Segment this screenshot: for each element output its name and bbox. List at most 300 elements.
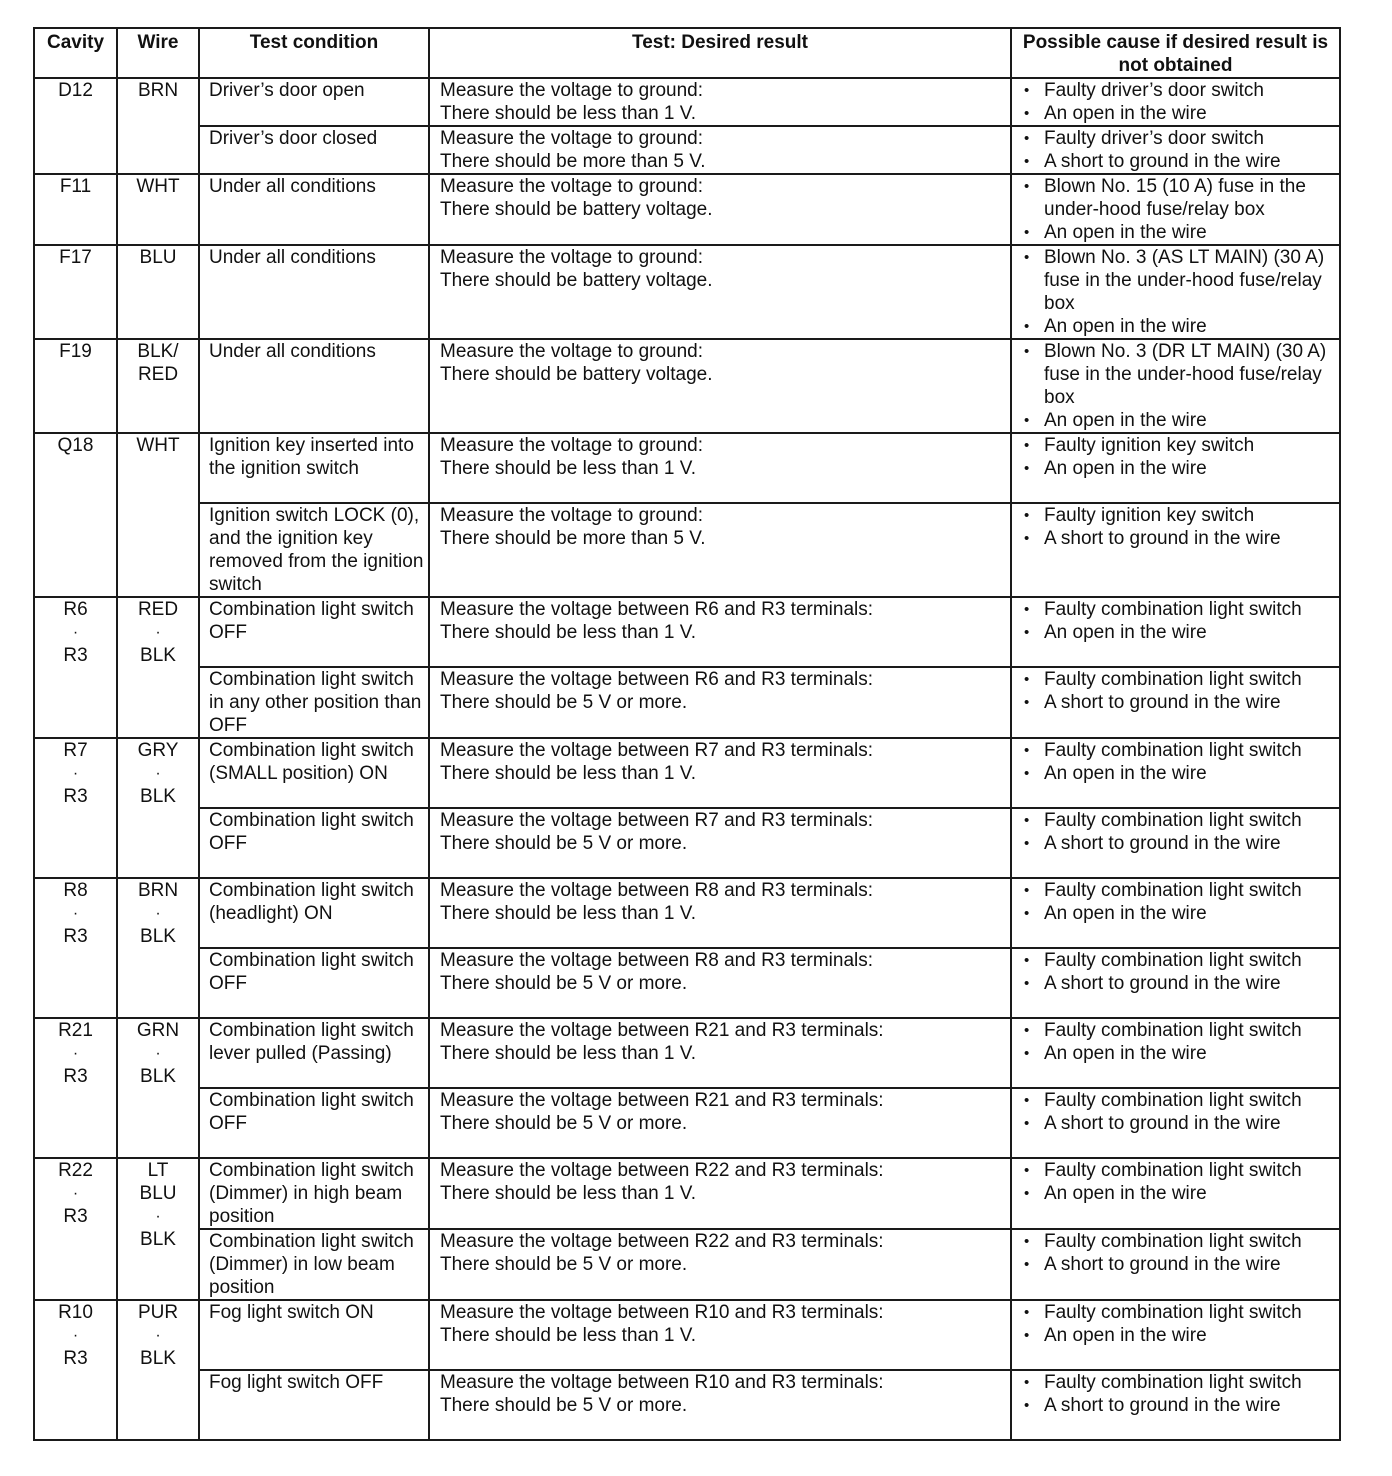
- condition-cell: [199, 1158, 429, 1229]
- possible-cause-cell: [1011, 1370, 1340, 1440]
- possible-cause-cell: [1011, 433, 1340, 503]
- cavity-cell: [34, 1300, 117, 1440]
- bullet-icon: •: [1024, 1256, 1030, 1273]
- cause-text: Faulty combination light switch: [1044, 740, 1302, 761]
- separator-dot: ·: [72, 905, 79, 922]
- wire-label: BLK: [140, 926, 176, 947]
- test-instruction: Measure the voltage between R22 and R3 terminals:: [440, 1160, 884, 1181]
- test-instruction: Measure the voltage to ground:: [440, 505, 704, 526]
- desired-result: There should be battery voltage.: [440, 199, 713, 220]
- possible-cause-cell: [1011, 1088, 1340, 1158]
- cause-item: [1022, 598, 1337, 621]
- cause-item: [1022, 527, 1337, 550]
- cavity-cell: [34, 1018, 117, 1158]
- test-instruction: Measure the voltage to ground:: [440, 247, 704, 268]
- header-wire: Wire: [117, 28, 199, 78]
- test-instruction: Measure the voltage between R7 and R3 terminals:: [440, 740, 874, 761]
- cause-text: Blown No. 3 (AS LT MAIN) (30 A) fuse in the under-hood fuse/relay box: [1044, 247, 1325, 314]
- bullet-icon: •: [1024, 1185, 1030, 1202]
- condition-cell: [199, 808, 429, 878]
- table-row: [34, 597, 1340, 667]
- cause-item: [1022, 175, 1337, 221]
- possible-cause-cell: [1011, 1018, 1340, 1088]
- test-condition: Ignition key inserted into the ignition switch: [209, 435, 414, 479]
- possible-cause-cell: [1011, 597, 1340, 667]
- cause-item: [1022, 1159, 1337, 1182]
- cause-text: An open in the wire: [1044, 103, 1207, 124]
- possible-cause-cell: [1011, 245, 1340, 339]
- cause-text: An open in the wire: [1044, 458, 1207, 479]
- cavity-label: D12: [58, 80, 93, 101]
- cause-text: A short to ground in the wire: [1044, 1254, 1281, 1275]
- cause-text: A short to ground in the wire: [1044, 973, 1281, 994]
- bullet-icon: •: [1024, 1092, 1030, 1109]
- cavity-label: R21: [58, 1020, 93, 1041]
- header-possible-cause: Possible cause if desired result is not obtained: [1011, 28, 1340, 78]
- bullet-icon: •: [1024, 1022, 1030, 1039]
- cause-list: [1022, 79, 1337, 125]
- table-row: [34, 1300, 1340, 1370]
- desired-result: There should be less than 1 V.: [440, 622, 696, 643]
- cause-text: Faulty combination light switch: [1044, 599, 1302, 620]
- desired-result-cell: [429, 245, 1011, 339]
- table-body: [34, 78, 1340, 1440]
- desired-result-cell: [429, 126, 1011, 174]
- wire-label: WHT: [136, 176, 180, 197]
- cause-item: [1022, 1112, 1337, 1135]
- cause-item: [1022, 1182, 1337, 1205]
- test-condition: Fog light switch OFF: [209, 1372, 384, 1393]
- desired-result-cell: [429, 738, 1011, 808]
- cause-text: Faulty combination light switch: [1044, 669, 1302, 690]
- table-row: [34, 433, 1340, 503]
- wire-label: BLK: [140, 1348, 176, 1369]
- desired-result: There should be 5 V or more.: [440, 973, 688, 994]
- desired-result: There should be 5 V or more.: [440, 1113, 688, 1134]
- test-condition: Under all conditions: [209, 176, 376, 197]
- cause-text: Faulty combination light switch: [1044, 1160, 1302, 1181]
- desired-result: There should be more than 5 V.: [440, 528, 706, 549]
- cause-text: An open in the wire: [1044, 222, 1207, 243]
- wire-label: BLK: [140, 645, 176, 666]
- test-instruction: Measure the voltage between R10 and R3 terminals:: [440, 1372, 884, 1393]
- condition-cell: [199, 738, 429, 808]
- cause-list: [1022, 1089, 1337, 1135]
- cause-item: [1022, 762, 1337, 785]
- test-condition: Combination light switch lever pulled (Passing): [209, 1020, 414, 1064]
- condition-cell: [199, 78, 429, 126]
- table-row: [34, 78, 1340, 126]
- bullet-icon: •: [1024, 835, 1030, 852]
- table-row: [34, 126, 1340, 174]
- table-row: [34, 245, 1340, 339]
- desired-result: There should be 5 V or more.: [440, 1395, 688, 1416]
- cause-item: [1022, 1394, 1337, 1417]
- wire-cell: [117, 1300, 199, 1440]
- cause-item: [1022, 315, 1337, 338]
- cause-list: [1022, 175, 1337, 244]
- wire-cell: [117, 597, 199, 738]
- cause-text: An open in the wire: [1044, 1325, 1207, 1346]
- test-instruction: Measure the voltage to ground:: [440, 128, 704, 149]
- header-row: [34, 28, 1340, 78]
- condition-cell: [199, 878, 429, 948]
- separator-dot: ·: [72, 1045, 79, 1062]
- desired-result: There should be 5 V or more.: [440, 692, 688, 713]
- cause-item: [1022, 457, 1337, 480]
- cavity-label: R3: [63, 1206, 88, 1227]
- wire-cell: [117, 878, 199, 1018]
- bullet-icon: •: [1024, 153, 1030, 170]
- wire-label: BLK: [140, 786, 176, 807]
- cause-item: [1022, 1371, 1337, 1394]
- possible-cause-cell: [1011, 174, 1340, 245]
- wire-cell: [117, 433, 199, 597]
- possible-cause-cell: [1011, 126, 1340, 174]
- table-row: [34, 1088, 1340, 1158]
- desired-result: There should be battery voltage.: [440, 364, 713, 385]
- condition-cell: [199, 948, 429, 1018]
- wire-label: BRN: [137, 80, 179, 101]
- wire-label: BRN: [137, 880, 179, 901]
- test-condition: Combination light switch in any other position than OFF: [209, 669, 422, 736]
- cause-text: A short to ground in the wire: [1044, 1395, 1281, 1416]
- cause-item: [1022, 1089, 1337, 1112]
- cause-text: A short to ground in the wire: [1044, 833, 1281, 854]
- cavity-label: F19: [59, 341, 92, 362]
- cavity-cell: [34, 433, 117, 597]
- bullet-icon: •: [1024, 671, 1030, 688]
- separator-dot: ·: [72, 1185, 79, 1202]
- possible-cause-cell: [1011, 738, 1340, 808]
- desired-result: There should be less than 1 V.: [440, 763, 696, 784]
- condition-cell: [199, 597, 429, 667]
- cause-list: [1022, 1159, 1337, 1205]
- cause-text: Blown No. 3 (DR LT MAIN) (30 A) fuse in the under-hood fuse/relay box: [1044, 341, 1327, 408]
- condition-cell: [199, 1088, 429, 1158]
- bullet-icon: •: [1024, 460, 1030, 477]
- cause-text: Blown No. 15 (10 A) fuse in the under-hood fuse/relay box: [1044, 176, 1306, 220]
- possible-cause-cell: [1011, 1229, 1340, 1300]
- cause-text: Faulty combination light switch: [1044, 1090, 1302, 1111]
- wire-label: RED: [137, 599, 179, 620]
- test-condition: Combination light switch OFF: [209, 599, 414, 643]
- test-instruction: Measure the voltage between R6 and R3 terminals:: [440, 599, 874, 620]
- bullet-icon: •: [1024, 601, 1030, 618]
- test-condition: Combination light switch OFF: [209, 950, 414, 994]
- separator-dot: ·: [155, 1045, 161, 1062]
- test-instruction: Measure the voltage to ground:: [440, 435, 704, 456]
- cause-item: [1022, 340, 1337, 409]
- desired-result: There should be more than 5 V.: [440, 151, 706, 172]
- test-condition: Combination light switch OFF: [209, 810, 414, 854]
- cause-item: [1022, 902, 1337, 925]
- wire-cell: [117, 339, 199, 433]
- cause-list: [1022, 1019, 1337, 1065]
- table-row: [34, 1370, 1340, 1440]
- cause-item: [1022, 102, 1337, 125]
- table-row: [34, 339, 1340, 433]
- test-instruction: Measure the voltage to ground:: [440, 176, 704, 197]
- bullet-icon: •: [1024, 1045, 1030, 1062]
- cause-item: [1022, 739, 1337, 762]
- test-instruction: Measure the voltage between R10 and R3 terminals:: [440, 1302, 884, 1323]
- test-instruction: Measure the voltage between R22 and R3 terminals:: [440, 1231, 884, 1252]
- cause-text: A short to ground in the wire: [1044, 692, 1281, 713]
- separator-dot: ·: [72, 765, 79, 782]
- cavity-label: Q18: [57, 435, 94, 456]
- cavity-label: F11: [59, 176, 92, 197]
- bullet-icon: •: [1024, 178, 1030, 195]
- cause-list: [1022, 1301, 1337, 1347]
- cause-item: [1022, 691, 1337, 714]
- cause-item: [1022, 409, 1337, 432]
- bullet-icon: •: [1024, 224, 1030, 241]
- table-row: [34, 667, 1340, 738]
- cause-text: Faulty combination light switch: [1044, 810, 1302, 831]
- cavity-label: R3: [63, 786, 88, 807]
- condition-cell: [199, 667, 429, 738]
- cavity-cell: [34, 1158, 117, 1300]
- cause-item: [1022, 434, 1337, 457]
- cause-list: [1022, 1230, 1337, 1276]
- test-condition: Ignition switch LOCK (0), and the ignition key removed from the ignition switch: [209, 505, 424, 595]
- cavity-label: R10: [58, 1302, 93, 1323]
- bullet-icon: •: [1024, 1397, 1030, 1414]
- cavity-cell: [34, 738, 117, 878]
- cavity-label: R3: [63, 1348, 88, 1369]
- cause-text: An open in the wire: [1044, 316, 1207, 337]
- wire-cell: [117, 1158, 199, 1300]
- possible-cause-cell: [1011, 1158, 1340, 1229]
- cause-text: Faulty ignition key switch: [1044, 505, 1255, 526]
- desired-result-cell: [429, 597, 1011, 667]
- wire-cell: [117, 78, 199, 174]
- cause-item: [1022, 1042, 1337, 1065]
- test-instruction: Measure the voltage to ground:: [440, 80, 704, 101]
- cause-text: Faulty ignition key switch: [1044, 435, 1255, 456]
- table-row: [34, 1229, 1340, 1300]
- cavity-label: R3: [63, 1066, 88, 1087]
- table-row: [34, 503, 1340, 597]
- cause-item: [1022, 1253, 1337, 1276]
- bullet-icon: •: [1024, 412, 1030, 429]
- test-condition: Under all conditions: [209, 341, 376, 362]
- bullet-icon: •: [1024, 742, 1030, 759]
- header-cavity: Cavity: [34, 28, 117, 78]
- cause-text: An open in the wire: [1044, 622, 1207, 643]
- desired-result-cell: [429, 339, 1011, 433]
- test-instruction: Measure the voltage between R6 and R3 terminals:: [440, 669, 874, 690]
- wire-cell: [117, 738, 199, 878]
- cause-list: [1022, 246, 1337, 338]
- wire-label: BLU: [139, 1183, 177, 1204]
- test-condition: Under all conditions: [209, 247, 376, 268]
- cause-item: [1022, 1301, 1337, 1324]
- cause-item: [1022, 809, 1337, 832]
- desired-result: There should be battery voltage.: [440, 270, 713, 291]
- cause-list: [1022, 879, 1337, 925]
- separator-dot: ·: [155, 765, 161, 782]
- desired-result-cell: [429, 174, 1011, 245]
- test-condition: Combination light switch OFF: [209, 1090, 414, 1134]
- cause-item: [1022, 246, 1337, 315]
- cavity-cell: [34, 339, 117, 433]
- condition-cell: [199, 174, 429, 245]
- cavity-cell: [34, 597, 117, 738]
- wire-cell: [117, 174, 199, 245]
- cause-list: [1022, 739, 1337, 785]
- wire-label: PUR: [137, 1302, 179, 1323]
- cause-item: [1022, 972, 1337, 995]
- desired-result: There should be 5 V or more.: [440, 1254, 688, 1275]
- cause-item: [1022, 1230, 1337, 1253]
- cause-text: A short to ground in the wire: [1044, 151, 1281, 172]
- possible-cause-cell: [1011, 878, 1340, 948]
- cause-item: [1022, 668, 1337, 691]
- cavity-label: F17: [59, 247, 92, 268]
- desired-result: There should be less than 1 V.: [440, 1043, 696, 1064]
- bullet-icon: •: [1024, 1233, 1030, 1250]
- bullet-icon: •: [1024, 318, 1030, 335]
- possible-cause-cell: [1011, 1300, 1340, 1370]
- wire-cell: [117, 245, 199, 339]
- cavity-cell: [34, 78, 117, 174]
- condition-cell: [199, 433, 429, 503]
- desired-result-cell: [429, 1370, 1011, 1440]
- bullet-icon: •: [1024, 812, 1030, 829]
- table-row: [34, 878, 1340, 948]
- wire-label: WHT: [136, 435, 180, 456]
- wire-label: LT: [147, 1160, 169, 1181]
- cause-item: [1022, 949, 1337, 972]
- cause-list: [1022, 949, 1337, 995]
- cause-text: Faulty combination light switch: [1044, 880, 1302, 901]
- cause-item: [1022, 221, 1337, 244]
- table-row: [34, 1158, 1340, 1229]
- desired-result-cell: [429, 667, 1011, 738]
- desired-result-cell: [429, 78, 1011, 126]
- bullet-icon: •: [1024, 130, 1030, 147]
- cause-text: Faulty combination light switch: [1044, 1372, 1302, 1393]
- cause-list: [1022, 668, 1337, 714]
- possible-cause-cell: [1011, 78, 1340, 126]
- desired-result: There should be less than 1 V.: [440, 1183, 696, 1204]
- wire-label: BLK/: [137, 341, 179, 362]
- condition-cell: [199, 1300, 429, 1370]
- cause-item: [1022, 150, 1337, 173]
- cavity-label: R7: [63, 740, 88, 761]
- condition-cell: [199, 1018, 429, 1088]
- desired-result-cell: [429, 1158, 1011, 1229]
- separator-dot: ·: [155, 905, 161, 922]
- desired-result-cell: [429, 808, 1011, 878]
- cause-list: [1022, 434, 1337, 480]
- bullet-icon: •: [1024, 624, 1030, 641]
- bullet-icon: •: [1024, 437, 1030, 454]
- bullet-icon: •: [1024, 1115, 1030, 1132]
- desired-result: There should be less than 1 V.: [440, 458, 696, 479]
- cause-text: An open in the wire: [1044, 1043, 1207, 1064]
- cause-text: Faulty combination light switch: [1044, 1302, 1302, 1323]
- cavity-cell: [34, 174, 117, 245]
- desired-result-cell: [429, 1088, 1011, 1158]
- cause-item: [1022, 79, 1337, 102]
- bullet-icon: •: [1024, 1304, 1030, 1321]
- test-condition: Combination light switch (Dimmer) in low beam position: [209, 1231, 414, 1298]
- cavity-label: R8: [63, 880, 88, 901]
- cause-item: [1022, 127, 1337, 150]
- cause-text: An open in the wire: [1044, 1183, 1207, 1204]
- cause-text: An open in the wire: [1044, 763, 1207, 784]
- cause-list: [1022, 809, 1337, 855]
- cause-list: [1022, 504, 1337, 550]
- bullet-icon: •: [1024, 905, 1030, 922]
- test-table: [33, 27, 1341, 1441]
- bullet-icon: •: [1024, 765, 1030, 782]
- condition-cell: [199, 1229, 429, 1300]
- table-row: [34, 174, 1340, 245]
- cavity-label: R3: [63, 645, 88, 666]
- cause-text: Faulty combination light switch: [1044, 1231, 1302, 1252]
- cause-item: [1022, 1019, 1337, 1042]
- condition-cell: [199, 339, 429, 433]
- wire-label: GRY: [137, 740, 179, 761]
- separator-dot: ·: [155, 1327, 161, 1344]
- cause-text: Faulty driver’s door switch: [1044, 128, 1264, 149]
- bullet-icon: •: [1024, 694, 1030, 711]
- cause-item: [1022, 879, 1337, 902]
- cause-list: [1022, 598, 1337, 644]
- cause-item: [1022, 621, 1337, 644]
- test-condition: Combination light switch (Dimmer) in high beam position: [209, 1160, 414, 1227]
- separator-dot: ·: [155, 624, 161, 641]
- desired-result: There should be less than 1 V.: [440, 103, 696, 124]
- bullet-icon: •: [1024, 82, 1030, 99]
- possible-cause-cell: [1011, 667, 1340, 738]
- bullet-icon: •: [1024, 1374, 1030, 1391]
- cause-text: An open in the wire: [1044, 410, 1207, 431]
- possible-cause-cell: [1011, 808, 1340, 878]
- test-instruction: Measure the voltage between R21 and R3 terminals:: [440, 1090, 884, 1111]
- cavity-label: R3: [63, 926, 88, 947]
- table-row: [34, 1018, 1340, 1088]
- wire-label: BLU: [139, 247, 177, 268]
- possible-cause-cell: [1011, 503, 1340, 597]
- desired-result-cell: [429, 1229, 1011, 1300]
- desired-result-cell: [429, 1300, 1011, 1370]
- cavity-cell: [34, 245, 117, 339]
- test-condition: Combination light switch (headlight) ON: [209, 880, 414, 924]
- cause-list: [1022, 127, 1337, 173]
- wire-label: BLK: [140, 1066, 176, 1087]
- test-condition: Driver’s door open: [209, 80, 365, 101]
- desired-result-cell: [429, 433, 1011, 503]
- header-test-condition: Test condition: [199, 28, 429, 78]
- bullet-icon: •: [1024, 952, 1030, 969]
- condition-cell: [199, 245, 429, 339]
- cause-item: [1022, 832, 1337, 855]
- bullet-icon: •: [1024, 882, 1030, 899]
- wire-cell: [117, 1018, 199, 1158]
- condition-cell: [199, 1370, 429, 1440]
- cause-list: [1022, 1371, 1337, 1417]
- separator-dot: ·: [72, 1327, 79, 1344]
- cause-text: A short to ground in the wire: [1044, 1113, 1281, 1134]
- test-instruction: Measure the voltage between R21 and R3 terminals:: [440, 1020, 884, 1041]
- table-row: [34, 948, 1340, 1018]
- test-instruction: Measure the voltage between R8 and R3 terminals:: [440, 950, 874, 971]
